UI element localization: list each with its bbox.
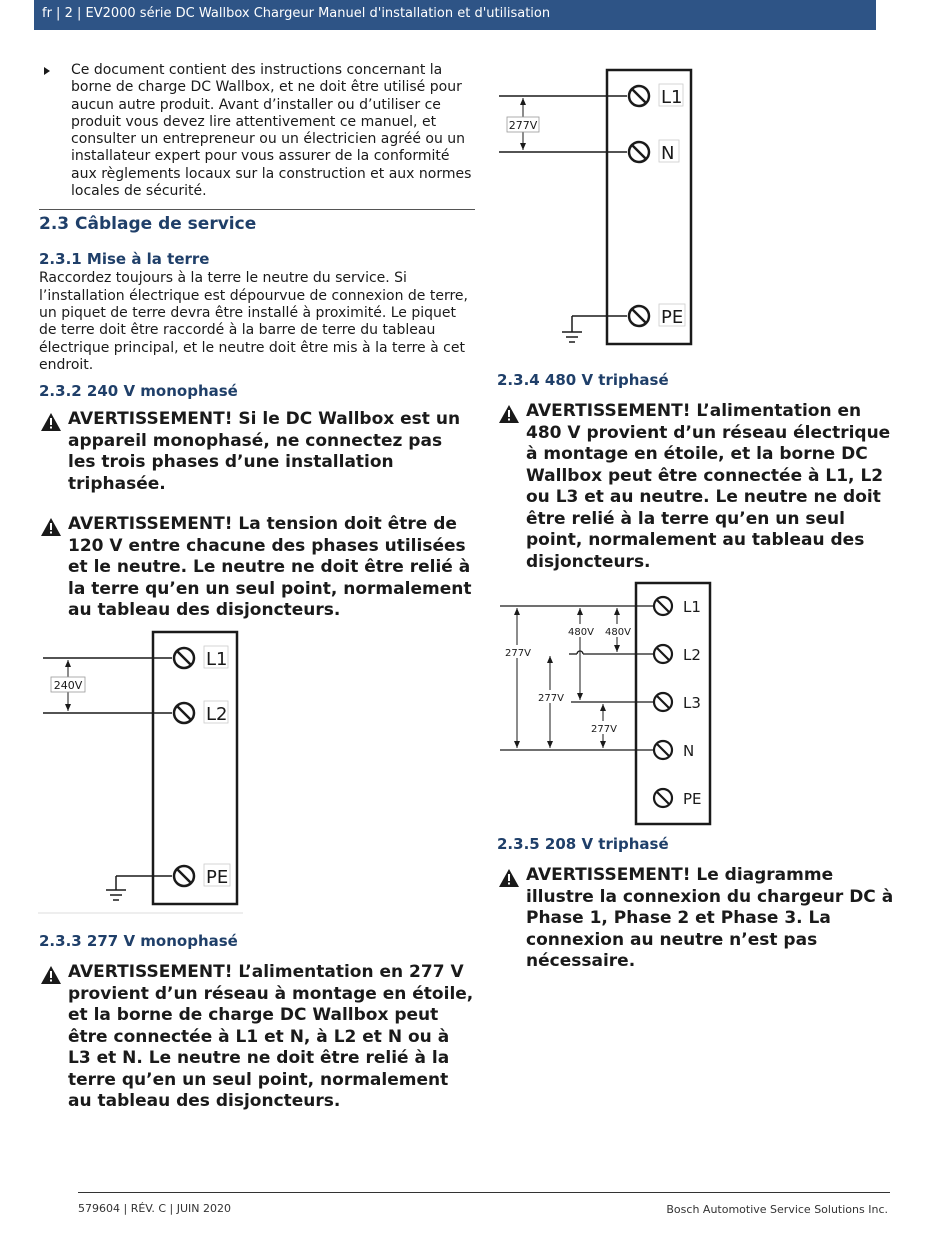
voltage-label-277v-c: 277V (591, 724, 617, 735)
section-2-3-4 (497, 371, 902, 573)
voltage-label-480v-a: 480V (568, 627, 594, 638)
terminal-screw-pe-icon (654, 789, 672, 807)
wiring-diagram-240v (38, 628, 248, 918)
charger-terminal-block (153, 632, 237, 904)
terminal-label-l1: L1 (661, 87, 683, 108)
voltage-label-277v-a: 277V (505, 648, 531, 659)
voltage-label-480v-b: 480V (605, 627, 631, 638)
terminal-screw-pe-icon (629, 306, 649, 326)
warning-triangle-icon (40, 412, 62, 432)
page-header: fr | 2 | EV2000 série DC Wallbox Chargeur Manuel d'installation et d'utilisation (34, 0, 876, 30)
left-column (39, 62, 475, 622)
section-title-2-3-4: 2.3.4 480 V triphasé (497, 371, 669, 389)
voltage-label-277v-b: 277V (538, 693, 564, 704)
intro-text: Ce document contient des instructions concernant la borne de charge DC Wallbox, et ne doit être utilisé pour aucun autre produit. Avant d’installer ou d’utiliser ce produit vous devez lire attentivement ce manuel, et consulter un entrepreneur ou un électricien agréé ou un installateur expert pour vous assurer de la conformité aux règlements locaux sur la construction et aux normes locales de sécurité. (71, 62, 472, 200)
warning-text: AVERTISSEMENT! La tension doit être de 120 V entre chacune des phases utilisées et le neutre. Le neutre ne doit être relié à la terre qu’en un seul point, normalement au tableau des disjoncteurs. (68, 514, 472, 621)
terminal-label-l2: L2 (683, 646, 701, 664)
terminal-screw-l1-icon (629, 86, 649, 106)
warning-triangle-icon (498, 868, 520, 888)
voltage-label-277v: 277V (508, 119, 538, 132)
bullet-arrow-icon (44, 67, 50, 75)
warning-text: AVERTISSEMENT! L’alimentation en 480 V provient d’un réseau électrique à montage en étoile, et la borne DC Wallbox peut être connectée à L1, L2 ou L3 et au neutre. Le neutre ne doit être relié à la terre qu’en un seul point, normalement au tableau des disjoncteurs. (526, 401, 891, 572)
section-divider (39, 209, 475, 210)
warning-triangle-icon (40, 965, 62, 985)
wiring-diagram-277v (497, 66, 702, 351)
terminal-label-n: N (661, 143, 675, 164)
warning-208v (497, 865, 902, 973)
terminal-screw-l3-icon (654, 693, 672, 711)
warning-triangle-icon (40, 517, 62, 537)
terminal-label-l1: L1 (683, 598, 701, 616)
warning-480v (497, 401, 902, 573)
terminal-label-pe: PE (661, 307, 684, 328)
terminal-screw-l1-icon (174, 648, 194, 668)
warning-240v-1 (39, 409, 475, 495)
section-2-3-3 (39, 932, 475, 1113)
section-title-2-3-3: 2.3.3 277 V monophasé (39, 932, 238, 950)
terminal-screw-l1-icon (654, 597, 672, 615)
voltage-label-240v: 240V (53, 679, 83, 692)
warning-277v (39, 962, 475, 1113)
warning-240v-2 (39, 514, 475, 622)
terminal-screw-l2-icon (654, 645, 672, 663)
terminal-screw-n-icon (629, 142, 649, 162)
terminal-screw-pe-icon (174, 866, 194, 886)
terminal-label-pe: PE (683, 790, 702, 808)
terminal-label-n: N (683, 742, 695, 760)
grounding-text: Raccordez toujours à la terre le neutre du service. Si l’installation électrique est dépourvue de connexion de terre, un piquet de terre devra être installé à proximité. Le piquet de terre doit être raccordé à la barre de terre du tableau électrique principal, et le neutre doit être mis à la terre à cet endroit. (39, 270, 468, 373)
wiring-diagram-480v (497, 580, 717, 830)
terminal-label-l2: L2 (206, 704, 228, 725)
terminal-label-pe: PE (206, 867, 229, 888)
footer-divider (78, 1192, 890, 1193)
terminal-screw-l2-icon (174, 703, 194, 723)
footer-company: Bosch Automotive Service Solutions Inc. (666, 1203, 888, 1216)
warning-triangle-icon (498, 404, 520, 424)
ground-icon (562, 332, 582, 342)
warning-text: AVERTISSEMENT! Le diagramme illustre la connexion du chargeur DC à Phase 1, Phase 2 et Phase 3. La connexion au neutre n’est pas nécessaire. (526, 865, 894, 971)
terminal-screw-n-icon (654, 741, 672, 759)
section-title-2-3-5: 2.3.5 208 V triphasé (497, 835, 669, 853)
charger-terminal-block (607, 70, 691, 344)
warning-text: AVERTISSEMENT! Si le DC Wallbox est un appareil monophasé, ne connectez pas les trois phases d’une installation triphasée. (68, 409, 461, 494)
intro-bullet (39, 62, 475, 200)
footer-document-info: 579604 | RÉV. C | JUIN 2020 (78, 1202, 232, 1215)
terminal-label-l3: L3 (683, 694, 701, 712)
section-title-2-3-1: 2.3.1 Mise à la terre (39, 250, 210, 269)
section-title-2-3: 2.3 Câblage de service (39, 214, 257, 235)
section-title-2-3-2: 2.3.2 240 V monophasé (39, 382, 238, 401)
warning-text: AVERTISSEMENT! L’alimentation en 277 V provient d’un réseau à montage en étoile, et la borne de charge DC Wallbox peut être connectée à L1 et N, à L2 et N ou à L3 et N. Le neutre ne doit être relié à la terre qu’en un seul point, normalement au tableau des disjoncteurs. (68, 962, 474, 1111)
section-2-3-5 (497, 835, 902, 973)
terminal-label-l1: L1 (206, 649, 228, 670)
ground-icon (106, 890, 126, 900)
